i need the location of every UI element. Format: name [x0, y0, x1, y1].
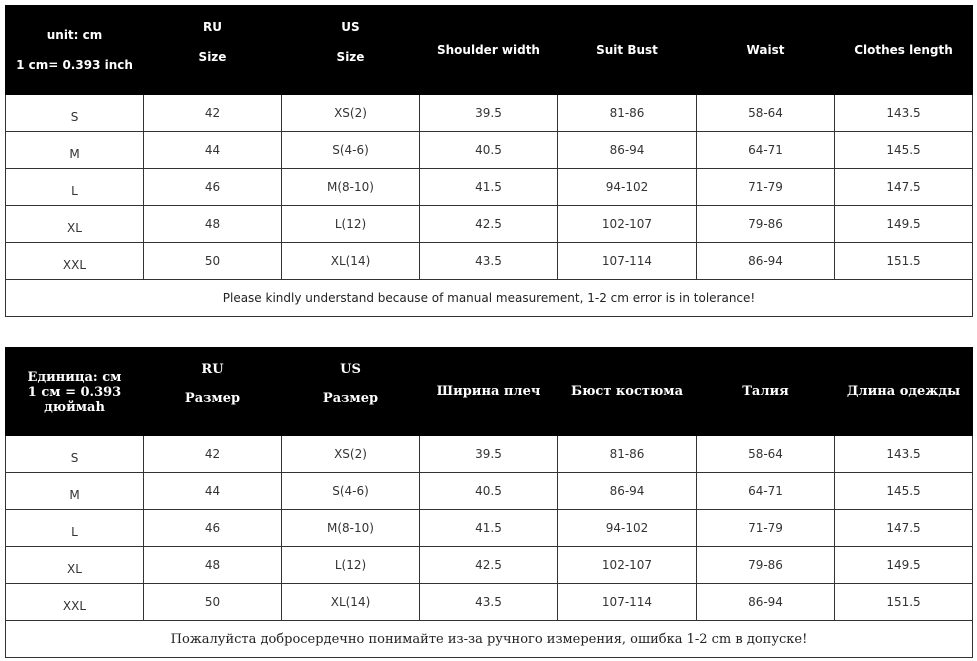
table-cell: 86-94 — [697, 584, 835, 621]
table-cell: 44 — [144, 473, 282, 510]
table-cell: 64-71 — [697, 132, 835, 169]
header-row — [6, 348, 973, 436]
table-row — [6, 510, 973, 547]
size-chart-english — [5, 5, 973, 317]
column-header: Waist — [697, 6, 835, 95]
table-cell: 39.5 — [420, 95, 558, 132]
table-row — [6, 436, 973, 473]
table-cell: XS(2) — [282, 95, 420, 132]
table-cell: 48 — [144, 206, 282, 243]
table-cell: 39.5 — [420, 436, 558, 473]
table-cell: 102-107 — [558, 547, 697, 584]
table-cell: 86-94 — [697, 243, 835, 280]
table-cell: 147.5 — [835, 169, 973, 206]
table-cell: XL(14) — [282, 584, 420, 621]
table-cell: 151.5 — [835, 243, 973, 280]
table-cell: XL — [6, 547, 144, 584]
table-cell: 50 — [144, 243, 282, 280]
column-header: Бюст костюма — [558, 348, 697, 436]
table-cell: 86-94 — [558, 132, 697, 169]
column-header: Длина одежды — [835, 348, 973, 436]
us-size-header — [282, 6, 420, 95]
table-cell: 151.5 — [835, 584, 973, 621]
table-cell: 58-64 — [697, 436, 835, 473]
table-cell: 149.5 — [835, 547, 973, 584]
table-cell: XL — [6, 206, 144, 243]
tolerance-note-row — [6, 621, 973, 658]
table-cell: 41.5 — [420, 510, 558, 547]
table-cell: 79-86 — [697, 206, 835, 243]
table-cell: XS(2) — [282, 436, 420, 473]
table-cell: XXL — [6, 584, 144, 621]
unit-conversion: 1 см = 0.393 дюймah — [27, 384, 122, 415]
table-cell: S — [6, 436, 144, 473]
table-cell: 143.5 — [835, 436, 973, 473]
table-cell: L — [6, 169, 144, 206]
table-cell: S — [6, 95, 144, 132]
table-cell: 50 — [144, 584, 282, 621]
table-row — [6, 95, 973, 132]
table-cell: 147.5 — [835, 510, 973, 547]
table-cell: S(4-6) — [282, 132, 420, 169]
us-size-header — [282, 348, 420, 436]
table-cell: 94-102 — [558, 510, 697, 547]
table-cell: 94-102 — [558, 169, 697, 206]
tolerance-note: Please kindly understand because of manual measurement, 1-2 cm error is in tolerance! — [6, 280, 973, 317]
unit-header — [6, 6, 144, 95]
table-cell: 42.5 — [420, 206, 558, 243]
size-chart-russian — [5, 347, 973, 658]
table-cell: 42 — [144, 436, 282, 473]
table-cell: 43.5 — [420, 243, 558, 280]
ru-label: RU — [201, 361, 224, 377]
ru-size-header — [144, 6, 282, 95]
table-cell: 145.5 — [835, 473, 973, 510]
table-cell: 102-107 — [558, 206, 697, 243]
us-label: US — [340, 361, 361, 377]
table-cell: 86-94 — [558, 473, 697, 510]
column-header: Ширина плеч — [420, 348, 558, 436]
table-cell: 58-64 — [697, 95, 835, 132]
table-row — [6, 547, 973, 584]
column-header: Shoulder width — [420, 6, 558, 95]
table-row — [6, 243, 973, 280]
table-cell: M — [6, 473, 144, 510]
table-cell: 48 — [144, 547, 282, 584]
tolerance-note: Пожалуйста добросердечно понимайте из-за ручного измерения, ошибка 1-2 cm в допуске! — [6, 621, 973, 658]
table-cell: L(12) — [282, 206, 420, 243]
table-row — [6, 206, 973, 243]
table-cell: M(8-10) — [282, 169, 420, 206]
table-cell: 149.5 — [835, 206, 973, 243]
table-cell: 41.5 — [420, 169, 558, 206]
tolerance-note-row — [6, 280, 973, 317]
table-cell: 42.5 — [420, 547, 558, 584]
us-size-label: Size — [336, 50, 365, 64]
table-cell: 46 — [144, 169, 282, 206]
header-row — [6, 6, 973, 95]
us-size-label: Размер — [322, 390, 379, 406]
column-header: Clothes length — [835, 6, 973, 95]
ru-size-header — [144, 348, 282, 436]
ru-size-label: Размер — [184, 390, 241, 406]
column-header: Suit Bust — [558, 6, 697, 95]
table-cell: 143.5 — [835, 95, 973, 132]
table-cell: XXL — [6, 243, 144, 280]
unit-label: unit: cm — [46, 28, 103, 42]
table-cell: 71-79 — [697, 510, 835, 547]
table-row — [6, 169, 973, 206]
table-cell: 81-86 — [558, 436, 697, 473]
table-cell: 40.5 — [420, 132, 558, 169]
us-label: US — [341, 20, 360, 34]
unit-label: Единица: см — [27, 369, 122, 385]
table-cell: 107-114 — [558, 584, 697, 621]
table-cell: 40.5 — [420, 473, 558, 510]
table-cell: 43.5 — [420, 584, 558, 621]
table-cell: 46 — [144, 510, 282, 547]
unit-header — [6, 348, 144, 436]
table-row — [6, 584, 973, 621]
table-cell: M(8-10) — [282, 510, 420, 547]
column-header: Талия — [697, 348, 835, 436]
table-cell: XL(14) — [282, 243, 420, 280]
table-row — [6, 473, 973, 510]
table-cell: 64-71 — [697, 473, 835, 510]
table-cell: 79-86 — [697, 547, 835, 584]
table-cell: S(4-6) — [282, 473, 420, 510]
table-row — [6, 132, 973, 169]
table-cell: M — [6, 132, 144, 169]
unit-conversion: 1 cm= 0.393 inch — [16, 58, 133, 72]
table-cell: 107-114 — [558, 243, 697, 280]
table-cell: 42 — [144, 95, 282, 132]
table-cell: 71-79 — [697, 169, 835, 206]
table-cell: 81-86 — [558, 95, 697, 132]
table-cell: L — [6, 510, 144, 547]
table-cell: 44 — [144, 132, 282, 169]
table-cell: 145.5 — [835, 132, 973, 169]
ru-label: RU — [203, 20, 222, 34]
table-cell: L(12) — [282, 547, 420, 584]
ru-size-label: Size — [198, 50, 227, 64]
